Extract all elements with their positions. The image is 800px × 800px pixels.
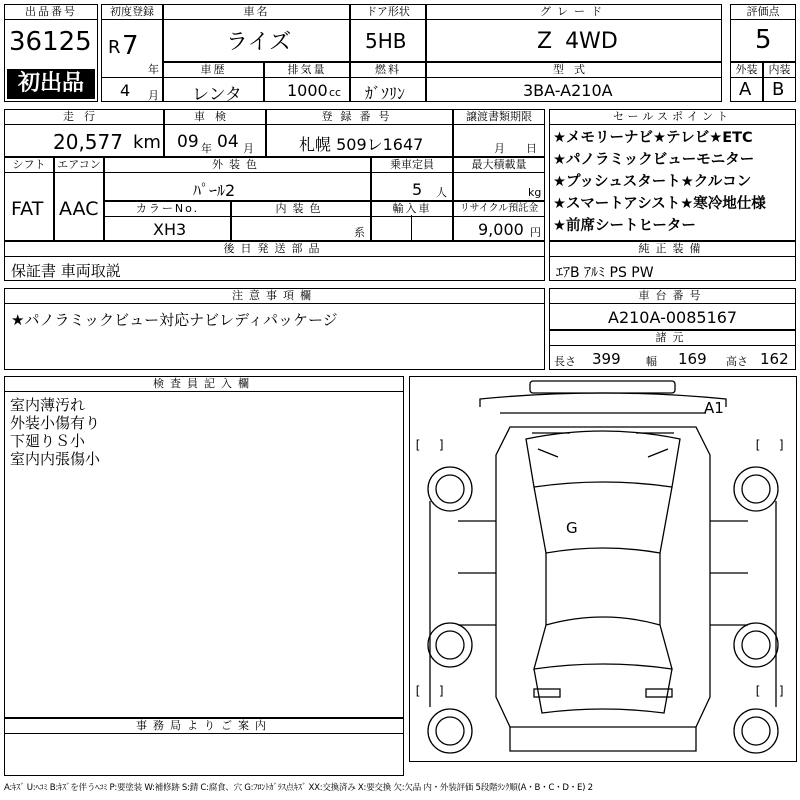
ext-grade: A [739, 79, 752, 100]
length: 399 [592, 350, 621, 368]
office-box [4, 718, 404, 776]
office-label: 事務局よりご案内 [4, 718, 404, 734]
chassis-number: A210A-0085167 [608, 308, 738, 327]
damage-mark-g: G [566, 519, 578, 537]
color-label: 外装色 [104, 157, 371, 173]
load-box [453, 157, 545, 201]
inspect-month: 04 [217, 132, 239, 152]
notes-label: 注意事項欄 [4, 288, 545, 304]
svg-text:[: [ [754, 438, 762, 452]
equip-box [549, 241, 796, 281]
reg-label: 初度登録 [101, 4, 163, 20]
ext-label: 外装 [730, 62, 763, 78]
name-box [163, 4, 350, 62]
svg-text:[: [ [414, 684, 422, 698]
load-unit: kg [528, 186, 542, 199]
history-label: 車歴 [163, 62, 264, 78]
sales-point: ★スマートアシスト★寒冷地仕様 [553, 196, 766, 212]
inspector-line: 室内薄汚れ [10, 396, 86, 414]
specs-label: 諸元 [549, 330, 796, 346]
colorno-label: カラーNo. [104, 201, 231, 217]
mileage-box [4, 109, 164, 157]
inspector-line: 下廻りＳ小 [10, 432, 86, 450]
history: レンタ [192, 85, 242, 105]
svg-text:]: ] [778, 684, 786, 698]
first-listing-badge: 初出品 [7, 69, 95, 99]
int-label: 内装 [763, 62, 796, 78]
name-label: 車名 [163, 4, 350, 20]
car-outline-diagram [410, 377, 796, 761]
sales-box [549, 109, 796, 241]
fuel: ｶﾞｿﾘﾝ [365, 84, 406, 103]
model-label: 型式 [426, 62, 722, 78]
shift: FAT [11, 198, 44, 220]
car-name: ライズ [226, 30, 292, 55]
genuine-equipment: ｴｱB ｱﾙﾐ PS PW [556, 265, 654, 281]
svg-text:]: ] [778, 438, 786, 452]
score-label: 評価点 [730, 4, 796, 20]
lot-number: 36125 [9, 27, 92, 57]
sales-point: ★前席シートヒーター [553, 218, 696, 234]
damage-mark-a1: A1 [704, 399, 724, 417]
color-box [104, 157, 371, 201]
inspect-month-unit: 月 [243, 142, 254, 155]
exterior-color: ﾊﾟｰﾙ2 [193, 181, 236, 200]
door-type: 5HB [365, 29, 407, 53]
reg-box [101, 4, 163, 102]
chassis-box [549, 288, 796, 330]
transfer-box [453, 109, 545, 157]
notes-box [4, 288, 545, 370]
door-box [350, 4, 426, 62]
inspector-notes [10, 396, 100, 468]
score: 5 [755, 25, 772, 55]
cap-unit: 人 [436, 186, 447, 199]
intcolor-box [231, 201, 371, 241]
grade-label: グレード [426, 4, 722, 20]
sales-points [553, 127, 766, 237]
ac-box [54, 157, 104, 241]
recycle-unit: 円 [530, 226, 541, 239]
cap-label: 乗車定員 [371, 157, 453, 173]
svg-text:]: ] [438, 684, 446, 698]
grade-box [426, 4, 722, 62]
length-label: 長さ [554, 355, 576, 368]
svg-text:[: [ [414, 438, 422, 452]
width: 169 [678, 350, 707, 368]
inspector-box [4, 376, 404, 718]
capacity: 5 [412, 180, 423, 199]
inspect-year-unit: 年 [201, 142, 212, 155]
door-label: ドア形状 [350, 4, 426, 20]
reg-era: R [108, 37, 121, 58]
svg-text:[: [ [754, 684, 762, 698]
specs-box [549, 330, 796, 370]
mileage: 20,577 [53, 130, 123, 154]
import-label: 輸入車 [371, 201, 453, 217]
height-label: 高さ [726, 355, 748, 368]
int-grade: B [772, 79, 785, 100]
inspect-label: 車検 [164, 109, 266, 125]
sales-point: ★プッシュスタート★クルコン [553, 174, 752, 190]
int-box [763, 62, 796, 102]
inspector-line: 外装小傷有り [10, 414, 101, 432]
history-box [163, 62, 264, 105]
plate-label: 登録番号 [266, 109, 453, 125]
later-label: 後日発送部品 [4, 241, 545, 257]
lot-box [4, 4, 98, 102]
sales-point: ★メモリーナビ★テレビ★ETC [553, 130, 753, 146]
width-label: 幅 [646, 355, 657, 368]
reg-divider [101, 77, 163, 78]
plate-box [266, 109, 453, 157]
fuel-label: 燃料 [350, 62, 426, 78]
import-divider [411, 215, 412, 241]
equip-label: 純正装備 [549, 241, 796, 257]
recycle-box [453, 201, 545, 241]
model-code: 3BA-A210A [523, 81, 613, 100]
import-box [371, 201, 453, 241]
score-box [730, 4, 796, 62]
shift-box [4, 157, 54, 241]
legend: A:ｷｽﾞ U:ﾍｺﾐ B:ｷｽﾞを伴うﾍｺﾐ P:要塗装 W:補修跡 S:錆 C:腐食、穴 G:ﾌﾛﾝﾄｶﾞﾗｽ点ｷｽﾞ XX:交換済み X:要交換 欠:欠品 内・外装評価 5段階ﾗﾝｸ順(A・B・C・D・E) 2 [4, 783, 593, 793]
reg-month-unit: 月 [148, 89, 159, 102]
displacement: 1000 [287, 81, 328, 100]
damage-diagram [409, 376, 797, 762]
colorno-box [104, 201, 231, 241]
mileage-unit: km [133, 132, 161, 153]
svg-text:]: ] [438, 438, 446, 452]
inspector-label: 検査員記入欄 [4, 376, 404, 392]
reg-month: 4 [120, 81, 131, 100]
inspect-box [164, 109, 266, 157]
disp-unit: cc [329, 86, 342, 99]
sales-point: ★パノラミックビューモニター [553, 152, 755, 168]
inspector-line: 室内内張傷小 [10, 450, 101, 468]
color-number: XH3 [153, 220, 187, 239]
mileage-label: 走行 [4, 109, 164, 125]
model-box [426, 62, 722, 102]
chassis-label: 車台番号 [549, 288, 796, 304]
ac-label: エアコン [54, 157, 104, 173]
reg-year-unit: 年 [148, 63, 159, 76]
plate-number: 札幌 509レ1647 [299, 135, 424, 154]
disp-label: 排気量 [264, 62, 350, 78]
later-parts: 保証書 車両取説 [11, 262, 121, 280]
sales-label: セールスポイント [549, 109, 796, 125]
height: 162 [760, 350, 789, 368]
recycle-fee: 9,000 [478, 220, 524, 239]
inspect-year: 09 [177, 132, 199, 152]
later-box [4, 241, 545, 281]
notes: ★パノラミックビュー対応ナビレディパッケージ [11, 311, 338, 329]
reg-year: 7 [122, 31, 139, 61]
intcolor-unit: 系 [354, 226, 365, 239]
disp-box [264, 62, 350, 102]
cap-box [371, 157, 453, 201]
fuel-box [350, 62, 426, 102]
transfer-label: 譲渡書類期限 [453, 109, 545, 125]
load-label: 最大積載量 [453, 157, 545, 173]
shift-label: シフト [4, 157, 54, 173]
transfer-day: 日 [526, 142, 537, 155]
lot-label: 出品番号 [4, 4, 98, 20]
transfer-month: 月 [494, 142, 505, 155]
recycle-label: リサイクル預託金 [453, 201, 545, 217]
ext-box [730, 62, 763, 102]
grade: Z 4WD [537, 29, 618, 54]
intcolor-label: 内装色 [231, 201, 371, 217]
aircon: AAC [59, 198, 99, 220]
